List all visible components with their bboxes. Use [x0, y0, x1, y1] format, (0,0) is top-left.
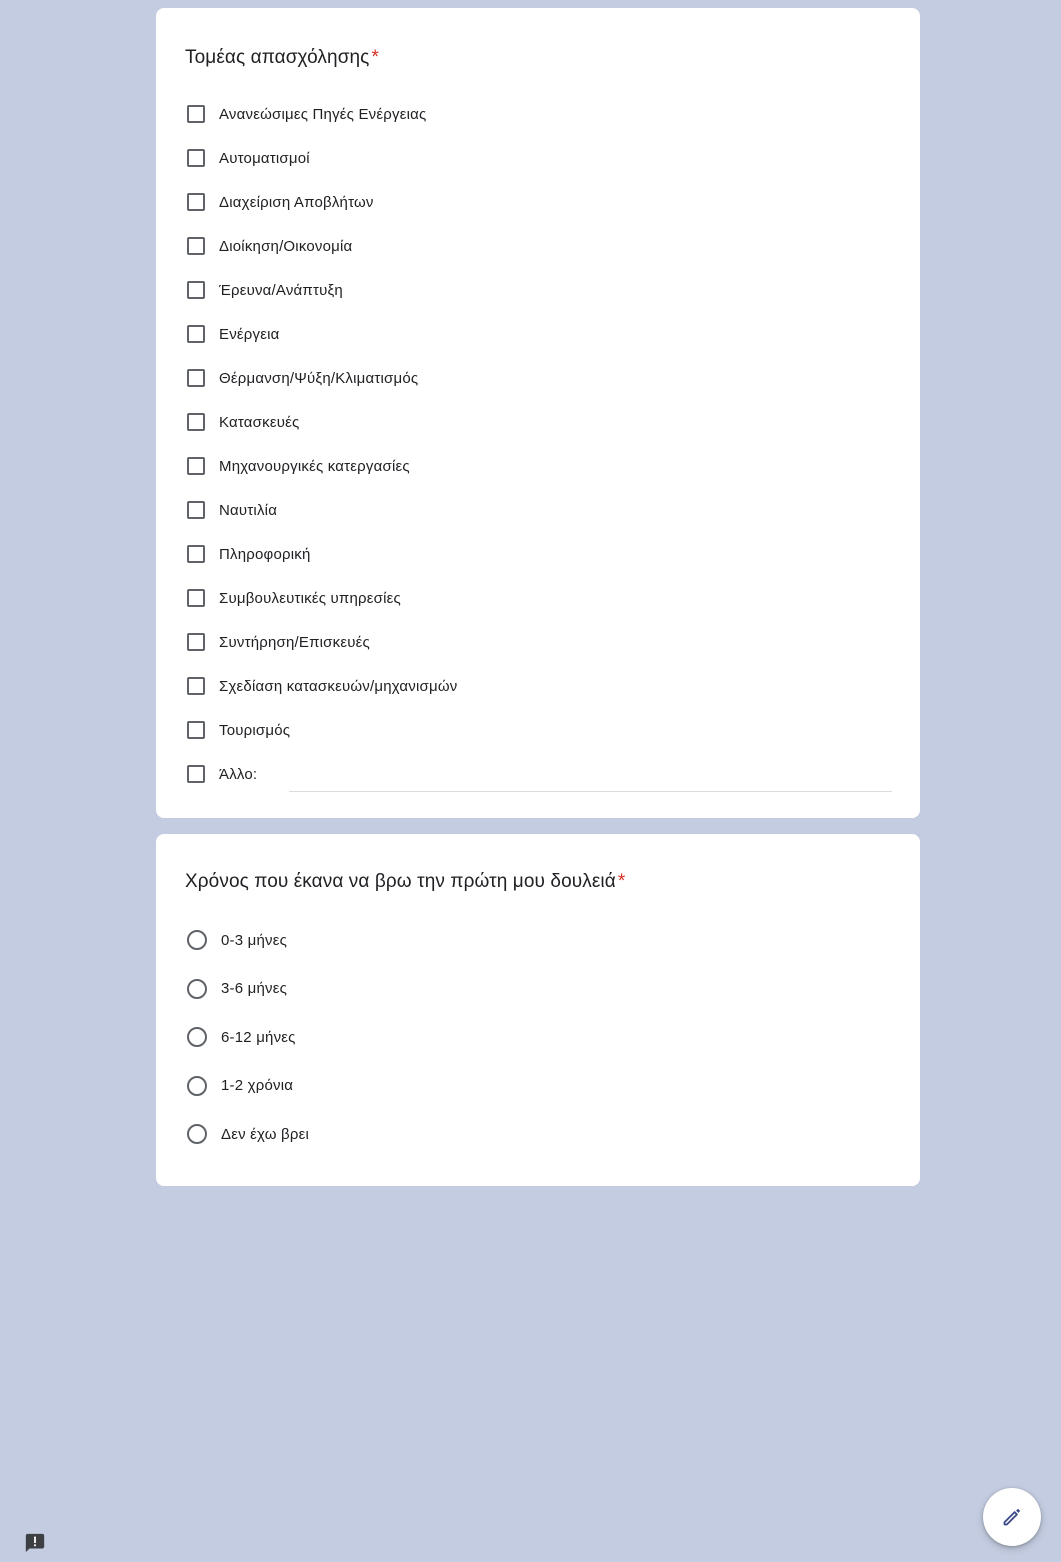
option-label: 6-12 μήνες — [221, 1028, 296, 1046]
radio-option-4[interactable] — [185, 1110, 892, 1159]
radio-button[interactable] — [187, 1076, 207, 1096]
option-label: Ενέργεια — [219, 325, 280, 343]
checkbox[interactable] — [187, 545, 205, 563]
checkbox[interactable] — [187, 193, 205, 211]
option-label: Τουρισμός — [219, 721, 291, 739]
sector-question-card — [156, 8, 920, 818]
option-label: Πληροφορική — [219, 545, 311, 563]
report-icon — [24, 1532, 46, 1554]
checkbox-option-8[interactable] — [185, 444, 892, 488]
option-label: 1-2 χρόνια — [221, 1077, 294, 1095]
pencil-icon — [1000, 1505, 1024, 1529]
checkbox-option-0[interactable] — [185, 92, 892, 136]
required-asterisk: * — [617, 871, 626, 892]
checkbox[interactable] — [187, 589, 205, 607]
option-label: Ναυτιλία — [219, 501, 278, 519]
option-label: Διοίκηση/Οικονομία — [219, 237, 353, 255]
radio-button[interactable] — [187, 979, 207, 999]
checkbox-option-7[interactable] — [185, 400, 892, 444]
option-label: Έρευνα/Ανάπτυξη — [219, 281, 343, 299]
checkbox-option-11[interactable] — [185, 576, 892, 620]
option-label: Συμβουλευτικές υπηρεσίες — [219, 589, 401, 607]
checkbox-option-5[interactable] — [185, 312, 892, 356]
checkbox-option-10[interactable] — [185, 532, 892, 576]
checkbox[interactable] — [187, 149, 205, 167]
required-asterisk: * — [371, 47, 379, 68]
checkbox-option-3[interactable] — [185, 224, 892, 268]
option-label: Δεν έχω βρει — [221, 1125, 309, 1143]
option-label: Ανανεώσιμες Πηγές Ενέργειας — [219, 105, 427, 123]
sector-options — [185, 92, 892, 796]
radio-button[interactable] — [187, 1027, 207, 1047]
radio-option-2[interactable] — [185, 1013, 892, 1062]
checkbox[interactable] — [187, 677, 205, 695]
other-label: Άλλο: — [219, 765, 258, 783]
radio-option-1[interactable] — [185, 965, 892, 1014]
other-text-input[interactable] — [289, 763, 892, 792]
report-problem-button[interactable] — [24, 1532, 46, 1554]
checkbox[interactable] — [187, 765, 205, 783]
option-label: Συντήρηση/Επισκευές — [219, 633, 370, 651]
option-label: Μηχανουργικές κατεργασίες — [219, 457, 410, 475]
option-label: Διαχείριση Αποβλήτων — [219, 193, 374, 211]
checkbox[interactable] — [187, 501, 205, 519]
option-label: Θέρμανση/Ψύξη/Κλιματισμός — [219, 369, 419, 387]
checkbox[interactable] — [187, 633, 205, 651]
checkbox[interactable] — [187, 237, 205, 255]
option-label: Σχεδίαση κατασκευών/μηχανισμών — [219, 677, 458, 695]
checkbox-option-13[interactable] — [185, 664, 892, 708]
checkbox[interactable] — [187, 721, 205, 739]
radio-option-0[interactable] — [185, 916, 892, 965]
checkbox-option-4[interactable] — [185, 268, 892, 312]
checkbox-option-9[interactable] — [185, 488, 892, 532]
checkbox[interactable] — [187, 457, 205, 475]
option-label: Κατασκευές — [219, 413, 300, 431]
edit-fab-button[interactable] — [983, 1488, 1041, 1546]
time-to-first-job-question-card — [156, 834, 920, 1186]
checkbox[interactable] — [187, 413, 205, 431]
checkbox-option-14[interactable] — [185, 708, 892, 752]
checkbox-option-2[interactable] — [185, 180, 892, 224]
option-label: 0-3 μήνες — [221, 931, 288, 949]
checkbox-option-6[interactable] — [185, 356, 892, 400]
checkbox-option-other[interactable] — [185, 752, 892, 796]
checkbox[interactable] — [187, 369, 205, 387]
radio-button[interactable] — [187, 1124, 207, 1144]
checkbox-option-12[interactable] — [185, 620, 892, 664]
radio-button[interactable] — [187, 930, 207, 950]
question-title-time-to-first-job: Χρόνος που έκανα να βρω την πρώτη μου δουλειά * — [185, 871, 626, 892]
option-label: Αυτοματισμοί — [219, 149, 310, 167]
checkbox[interactable] — [187, 105, 205, 123]
checkbox-option-1[interactable] — [185, 136, 892, 180]
question-title-sector: Τομέας απασχόλησης * — [185, 47, 379, 68]
option-label: 3-6 μήνες — [221, 980, 288, 998]
radio-option-3[interactable] — [185, 1062, 892, 1111]
time-to-first-job-options — [185, 916, 892, 1159]
checkbox[interactable] — [187, 325, 205, 343]
checkbox[interactable] — [187, 281, 205, 299]
